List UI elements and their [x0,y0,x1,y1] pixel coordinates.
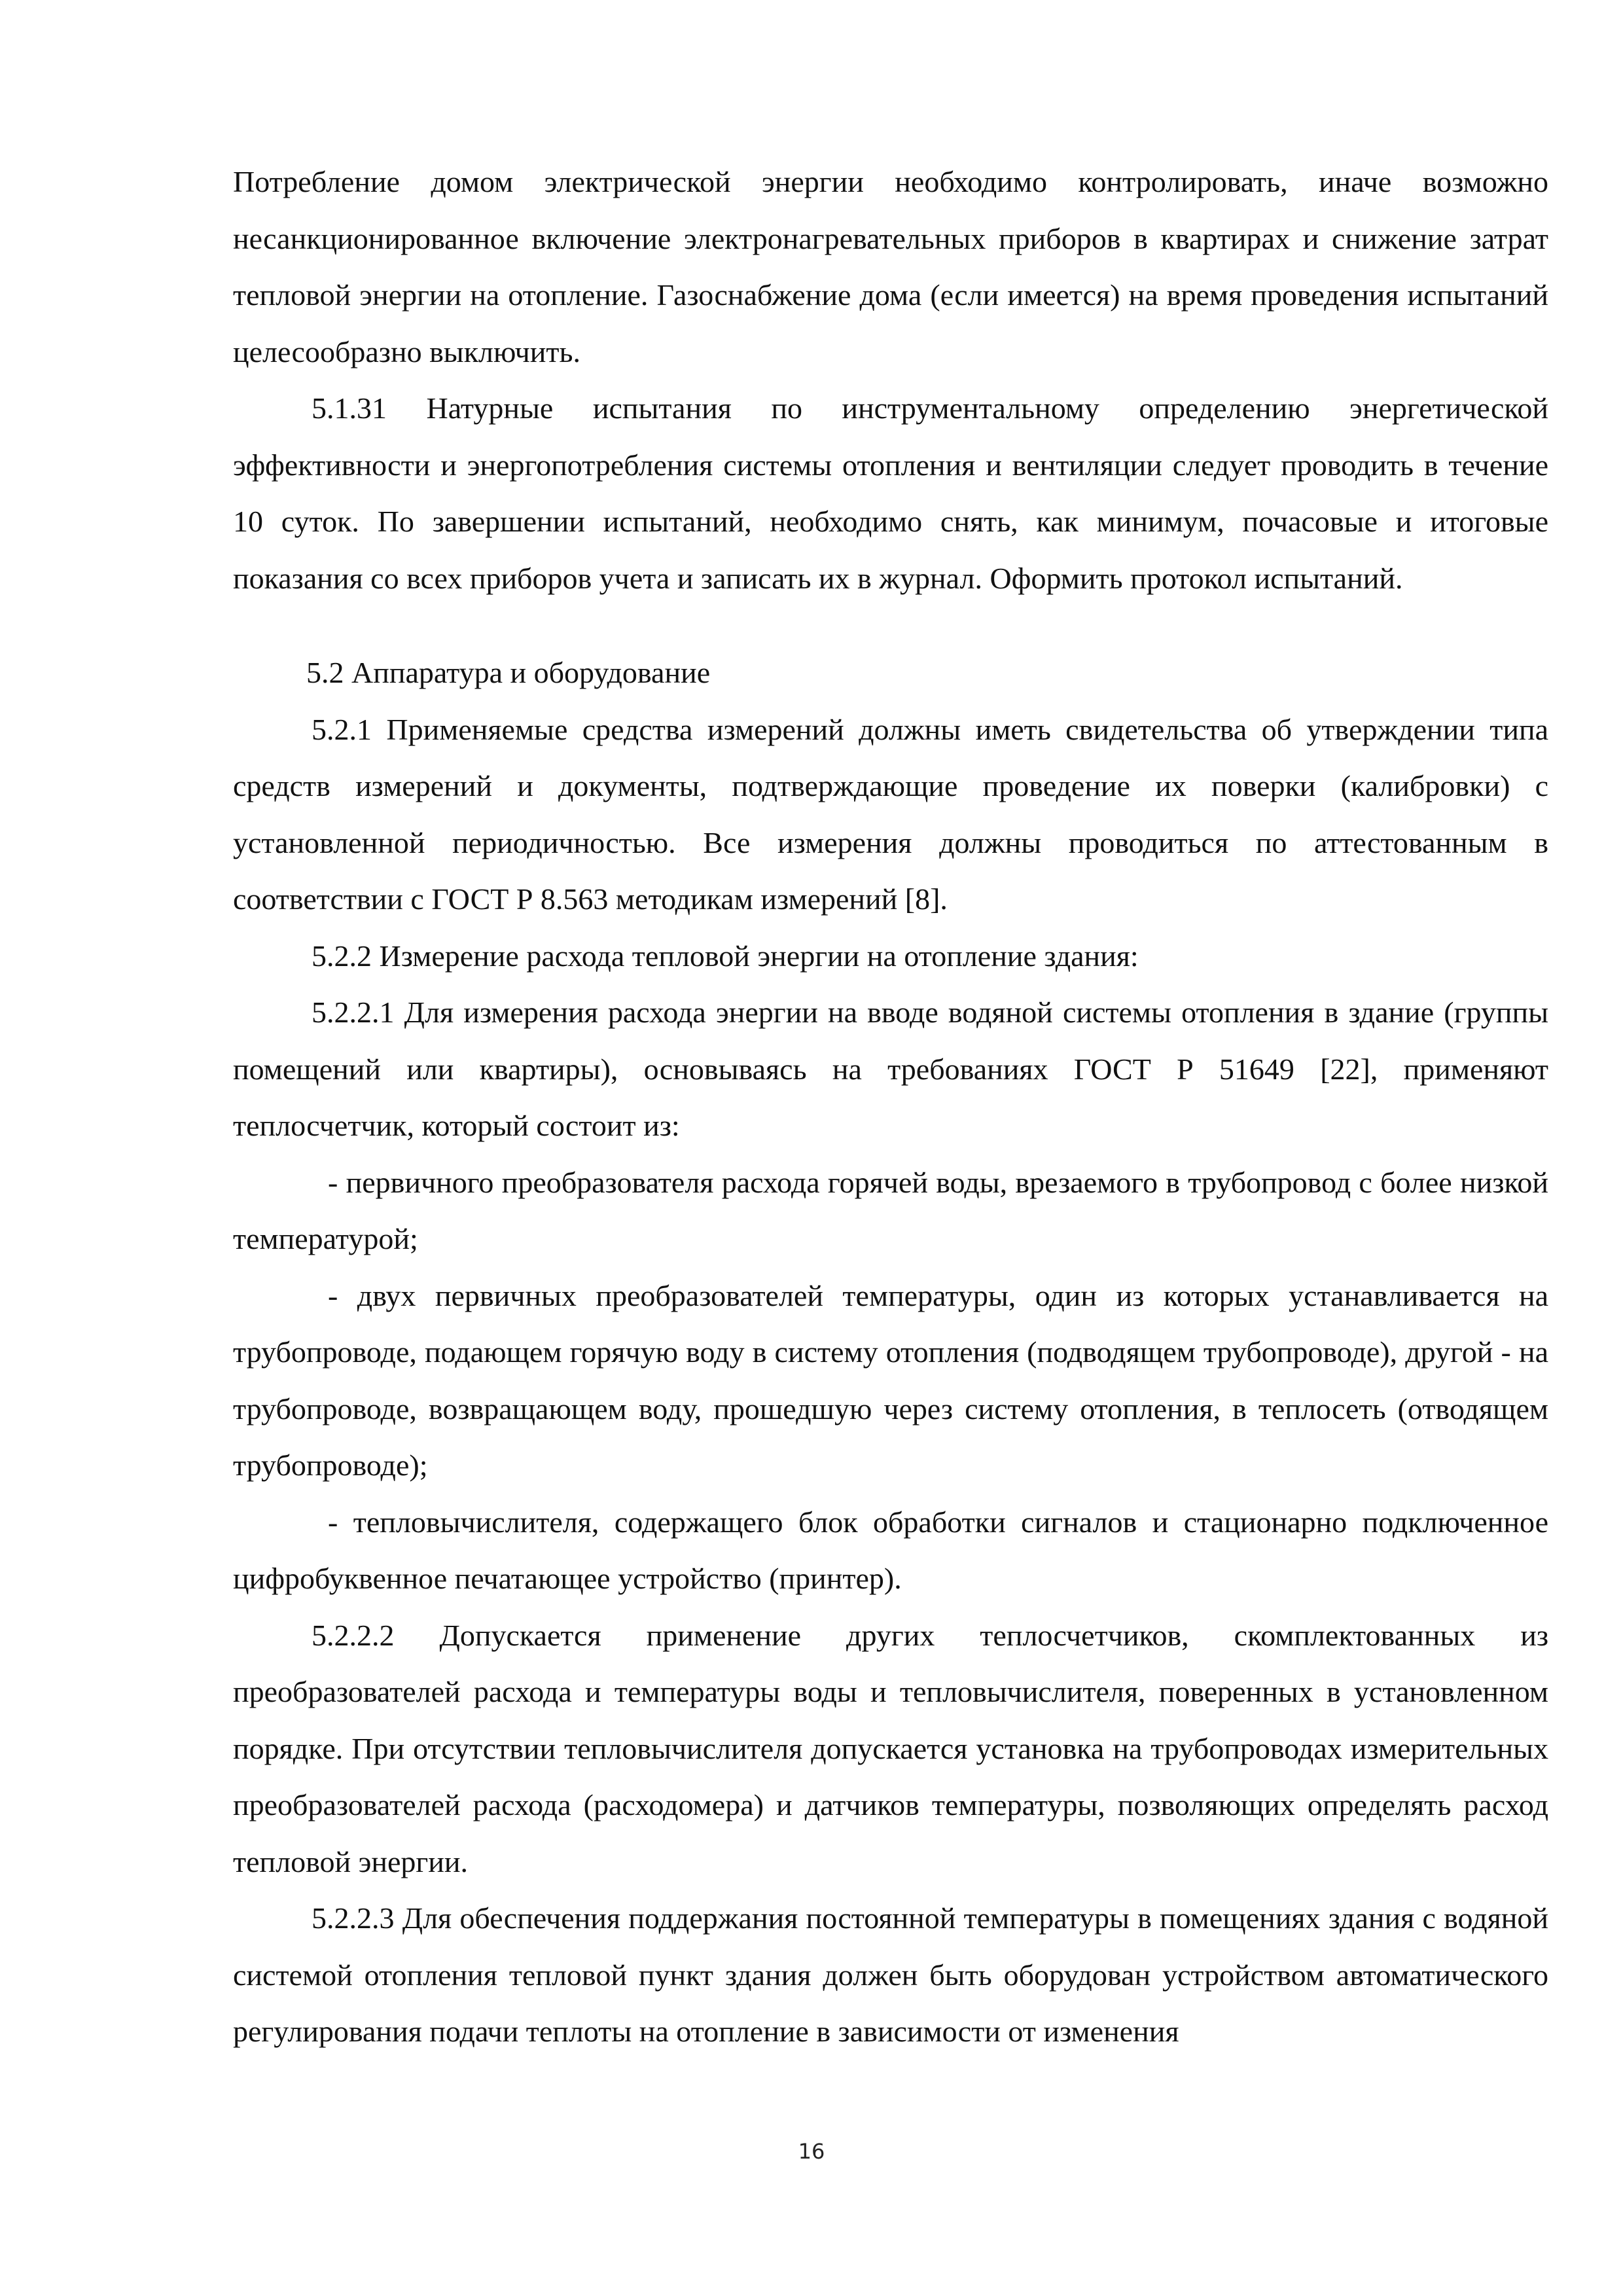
paragraph-5-2-2-2: 5.2.2.2 Допускается применение других теплосчетчиков, скомплектованных из преобразователей расхода и температуры воды и тепловычислителя, поверенных в установленном порядке. При отсутствии тепловычислителя допускается установка на трубопроводах измерительных преобразователей расхода (расходомера) и датчиков температуры, позволяющих определять расход тепловой энергии. [233,1618,1548,1878]
list-item: - тепловычислителя, содержащего блок обработки сигналов и стационарно подключенное цифробуквенное печатающее устройство (принтер). [233,1505,1548,1595]
body-text [233,154,1548,2060]
paragraph-5-2-2-3: 5.2.2.3 Для обеспечения поддержания постоянной температуры в помещениях здания с водяной системой отопления тепловой пункт здания должен быть оборудован устройством автоматического регулирования подачи теплоты на отопление в зависимости от изменения [233,1901,1548,2048]
section-heading-5-2: 5.2 Аппаратура и оборудование [306,656,711,689]
paragraph-5-2-2-1: 5.2.2.1 Для измерения расхода энергии на вводе водяной системы отопления в здание (группы помещений или квартиры), основываясь на требованиях ГОСТ Р 51649 [22], применяют теплосчетчик, который состоит из: [233,996,1548,1142]
paragraph-intro: Потребление домом электрической энергии необходимо контролировать, иначе возможно несанкционированное включение электронагревательных приборов в квартирах и снижение затрат тепловой энергии на отопление. Газоснабжение дома (если имеется) на время проведения испытаний целесообразно выключить. [233,165,1548,368]
list-item: - первичного преобразователя расхода горячей воды, врезаемого в трубопровод с более низкой температурой; [233,1165,1548,1255]
paragraph-5-1-31: 5.1.31 Натурные испытания по инструментальному определению энергетической эффективности и энергопотребления системы отопления и вентиляции следует проводить в течение 10 суток. По завершении испытаний, необходимо снять, как минимум, почасовые и итоговые показания со всех приборов учета и записать их в журнал. Оформить протокол испытаний. [233,391,1548,595]
page-number: 16 [798,2139,825,2164]
list-item: - двух первичных преобразователей температуры, один из которых устанавливается на трубопроводе, подающем горячую воду в систему отопления (подводящем трубопроводе), другой - на трубопроводе, возвращающем воду, прошедшую через систему отопления, в теплосеть (отводящем трубопроводе); [233,1278,1548,1482]
paragraph-5-2-2: 5.2.2 Измерение расхода тепловой энергии на отопление здания: [312,939,1139,973]
paragraph-5-2-1: 5.2.1 Применяемые средства измерений должны иметь свидетельства об утверждении типа средств измерений и документы, подтверждающие проведение их поверки (калибровки) с установленной периодичностью. Все измерения должны проводиться по аттестованным в соответствии с ГОСТ Р 8.563 методикам измерений [8]. [233,712,1548,916]
